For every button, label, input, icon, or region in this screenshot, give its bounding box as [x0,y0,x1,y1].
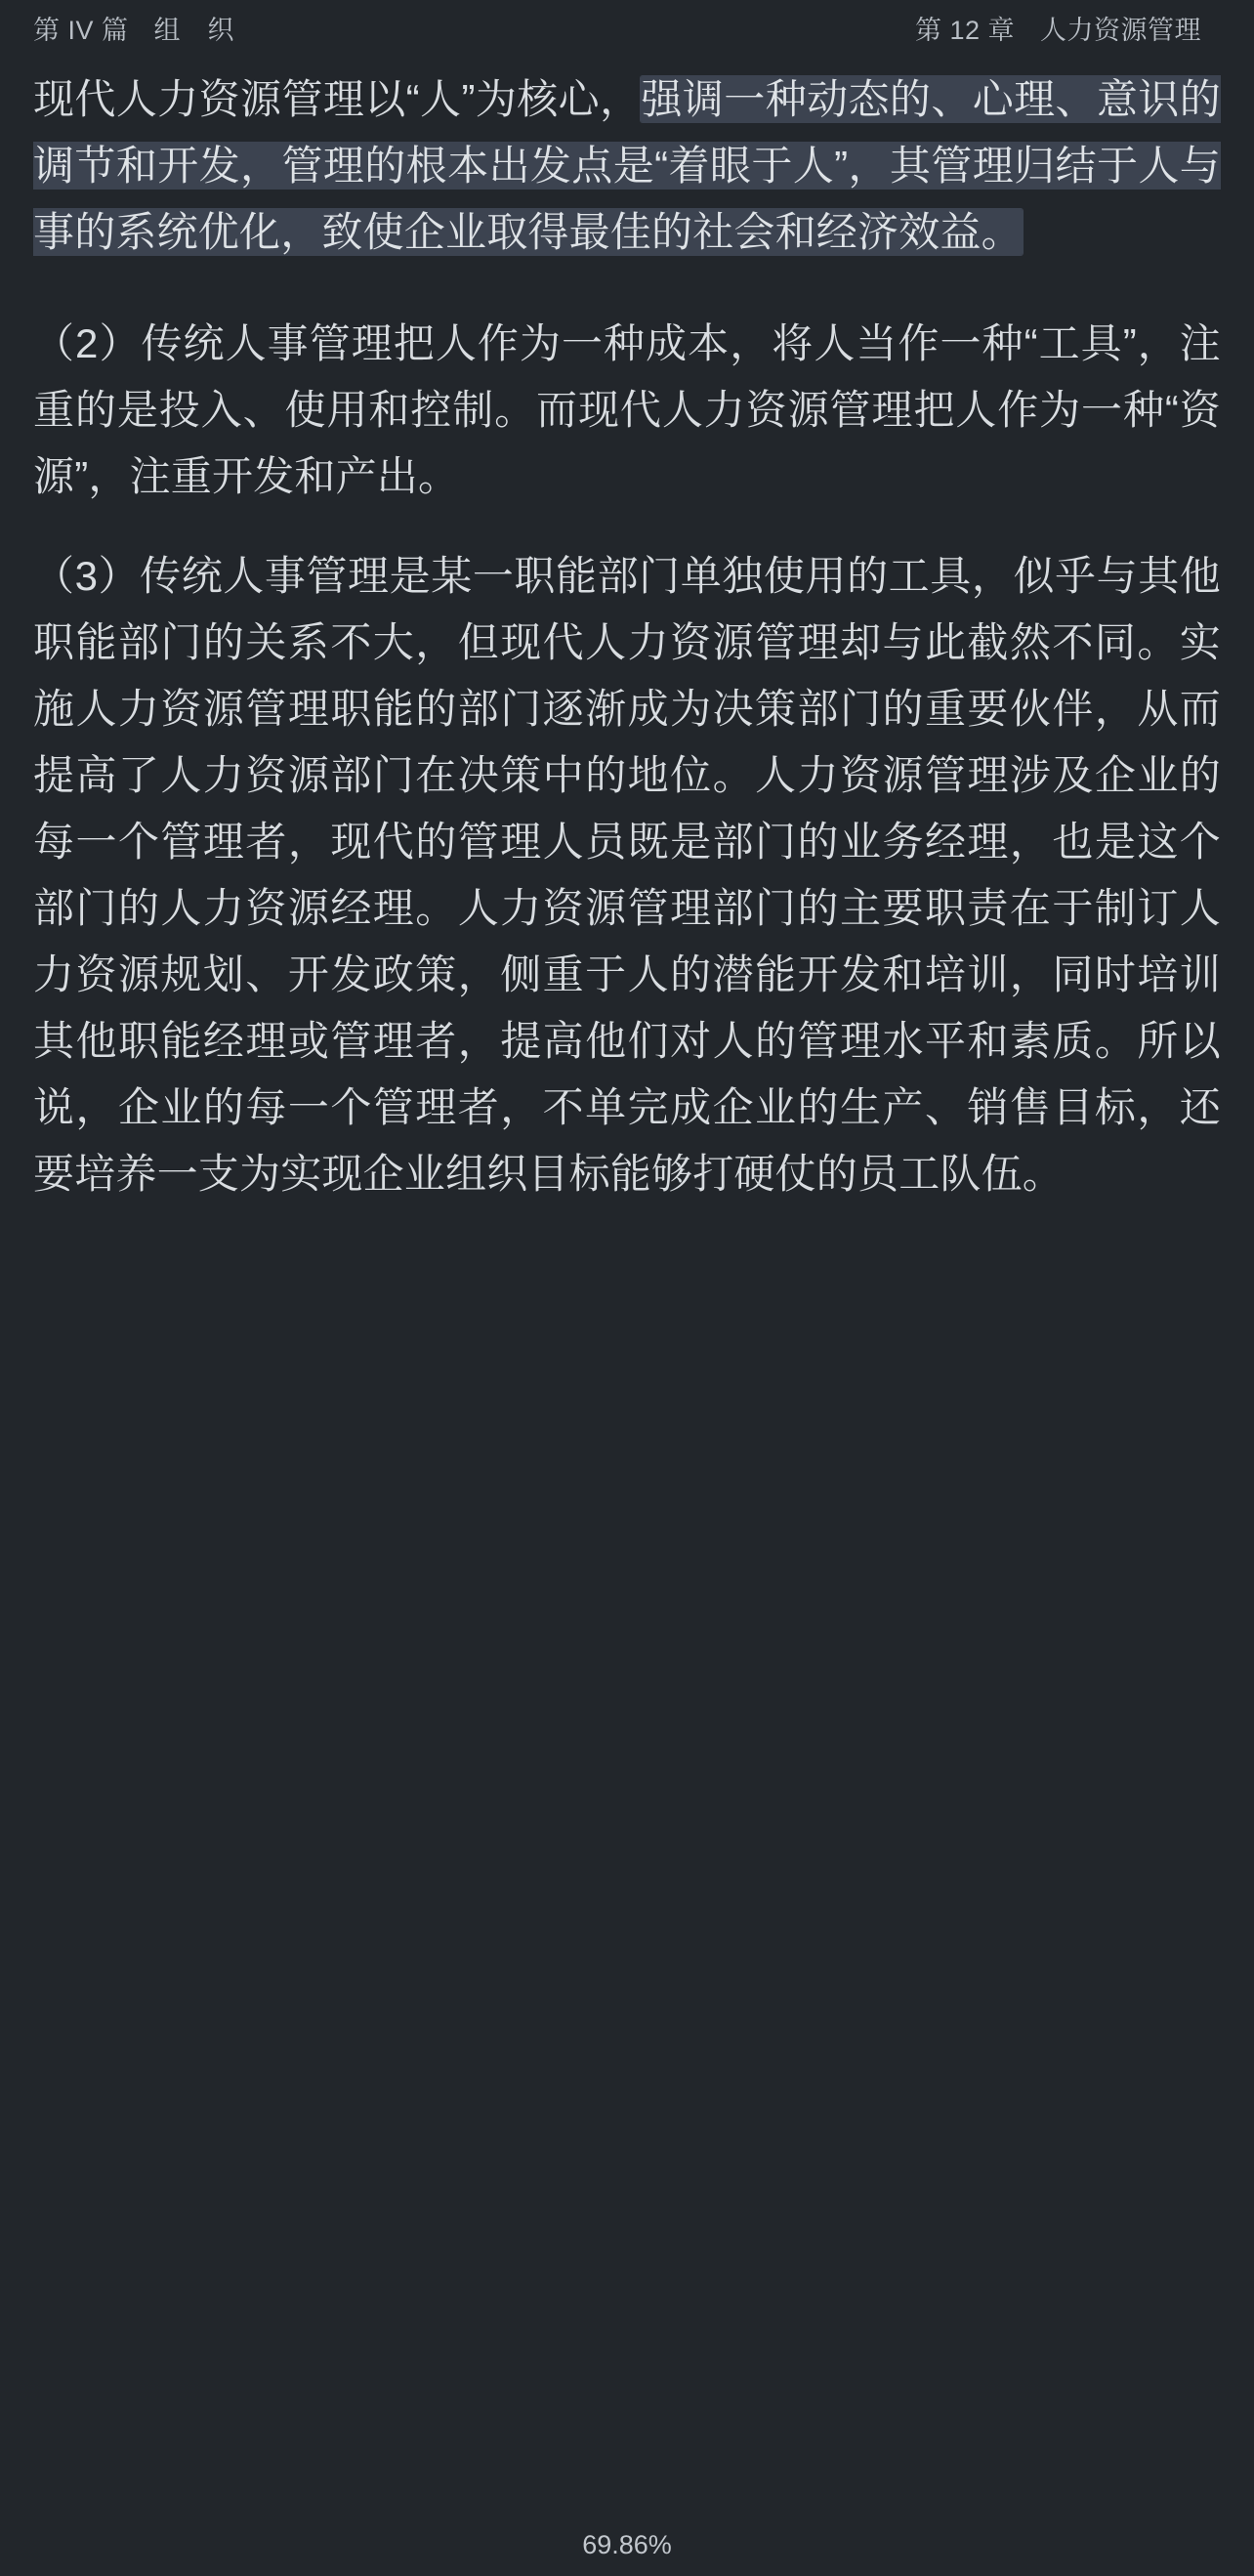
part-label: 第 IV 篇 [33,15,129,45]
page-content[interactable] [0,55,1254,2513]
page-footer [0,2513,1254,2576]
paragraph-2-text: （2）传统人事管理把人作为一种成本，将人当作一种“工具”，注重的是投入、使用和控制。而现代人力资源管理把人作为一种“资源”，注重开发和产出。 [33,320,1221,500]
paragraph-1 [33,66,1221,266]
paragraph-3 [33,543,1221,1207]
page-header [0,0,1254,55]
chapter-label: 第 12 章 [914,15,1015,45]
reading-progress: 69.86% [582,2529,672,2559]
header-right-group [915,9,1201,47]
paragraph-3-text: （3）传统人事管理是某一职能部门单独使用的工具，似乎与其他职能部门的关系不大，但现代人力资源管理却与此截然不同。实施人力资源管理职能的部门逐渐成为决策部门的重要伙伴，从而提高了人力资源部门在决策中的地位。人力资源管理涉及企业的每一个管理者，现代的管理人员既是部门的业务经理，也是这个部门的人力资源经理。人力资源管理部门的主要职责在于制订人力资源规划、开发政策，侧重于人的潜能开发和培训，同时培训其他职能经理或管理者，提高他们对人的管理水平和素质。所以说，企业的每一个管理者，不单完成企业的生产、销售目标，还要培养一支为实现企业组织目标能够打硬仗的员工队伍。 [33,553,1221,1198]
paragraph-1-text-plain: 现代人力资源管理以“人”为核心， [33,76,642,122]
paragraph-1-highlighted-text[interactable]: 强调一种动态的、心理、意识的调节和开发，管理的根本出发点是“着眼于人”，其管理归结于人与事的系统优化，致使企业取得最佳的社会和经济效益。 [33,76,1221,256]
chapter-title: 人力资源管理 [1040,15,1201,45]
part-title: 组 织 [153,15,235,45]
paragraph-2 [33,311,1221,510]
header-left-group [33,9,234,47]
